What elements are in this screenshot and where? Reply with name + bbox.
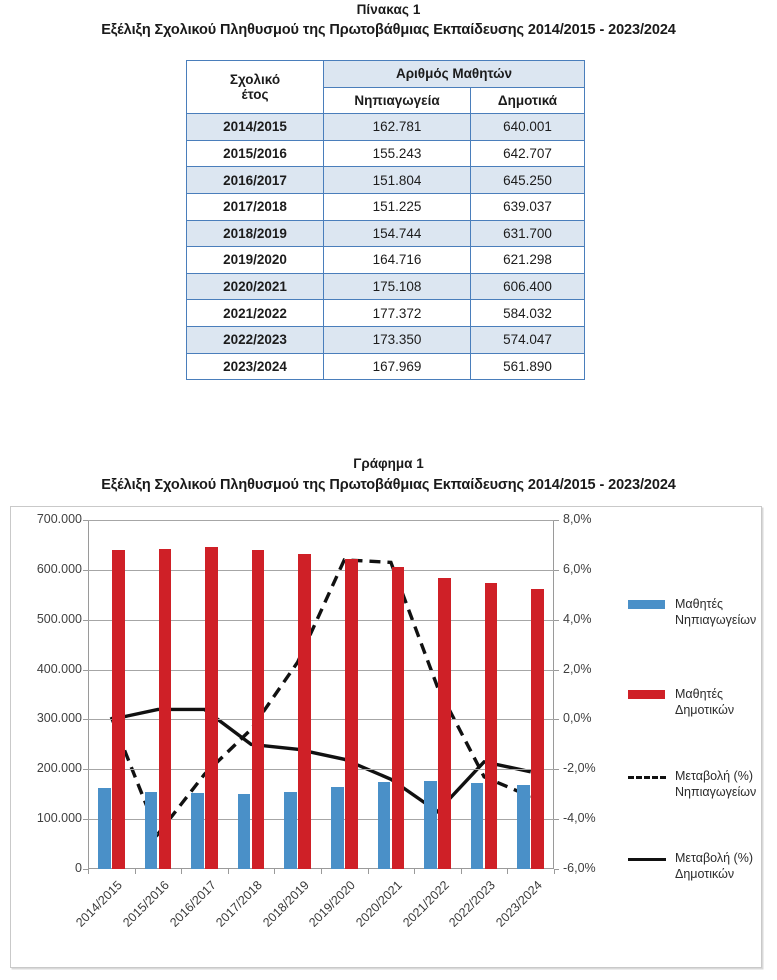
y-axis-right-tickmark xyxy=(554,670,559,671)
x-axis-tick-label: 2014/2015 xyxy=(73,878,126,930)
legend-label-line1: Μαθητές xyxy=(675,597,724,611)
cell-school-year: 2021/2022 xyxy=(187,300,324,327)
bar-primary xyxy=(112,550,125,869)
x-axis-tick-label: 2020/2021 xyxy=(353,878,405,930)
y-axis-right-tick-label: 2,0% xyxy=(563,661,592,676)
red-swatch-icon xyxy=(628,690,665,699)
bar-kindergarten xyxy=(284,792,297,869)
cell-kindergarten: 167.969 xyxy=(324,353,471,380)
cell-primary: 640.001 xyxy=(471,114,585,141)
cell-school-year: 2017/2018 xyxy=(187,193,324,220)
legend-item xyxy=(628,768,756,800)
y-axis-right-tickmark xyxy=(554,769,559,770)
line-change-kindergarten xyxy=(111,560,530,834)
cell-primary: 621.298 xyxy=(471,247,585,274)
legend-key-solid-line xyxy=(628,850,668,861)
legend-label xyxy=(675,850,753,882)
cell-primary: 631.700 xyxy=(471,220,585,247)
y-axis-right-tickmark xyxy=(554,819,559,820)
cell-kindergarten: 177.372 xyxy=(324,300,471,327)
x-axis-tickmark xyxy=(135,869,136,874)
y-axis-right-tickmark xyxy=(554,620,559,621)
y-axis-left-tick-label: 300.000 xyxy=(36,711,82,726)
table-row xyxy=(187,220,585,247)
x-axis-tick-label: 2018/2019 xyxy=(259,878,312,930)
y-axis-right-tick-label: 0,0% xyxy=(563,711,592,726)
legend-item xyxy=(628,850,753,882)
y-axis-right-tick-label: -6,0% xyxy=(563,861,596,875)
x-axis-tickmark xyxy=(274,869,275,874)
table-row xyxy=(187,273,585,300)
x-axis-tick-label: 2023/2024 xyxy=(492,878,545,930)
legend-label-line1: Μαθητές xyxy=(675,687,724,701)
x-axis-tick-label: 2017/2018 xyxy=(213,878,265,930)
y-axis-right-tickmark xyxy=(554,570,559,571)
bar-kindergarten xyxy=(378,782,391,869)
y-axis-left-tick-label: 600.000 xyxy=(36,561,82,576)
bar-kindergarten xyxy=(517,785,530,869)
cell-school-year: 2019/2020 xyxy=(187,247,324,274)
solid-line-icon xyxy=(628,858,666,861)
bar-primary xyxy=(205,547,218,869)
cell-kindergarten: 175.108 xyxy=(324,273,471,300)
cell-kindergarten: 164.716 xyxy=(324,247,471,274)
bar-primary xyxy=(252,550,265,869)
x-axis-tick-label: 2022/2023 xyxy=(446,878,498,930)
table-header-row-1 xyxy=(187,61,585,88)
x-axis-tickmark xyxy=(88,869,89,874)
legend-label xyxy=(675,686,734,718)
legend-label-line2: Νηπιαγωγείων xyxy=(675,613,757,627)
blue-swatch-icon xyxy=(628,600,665,609)
bar-kindergarten xyxy=(238,794,251,869)
x-axis-tickmark xyxy=(228,869,229,874)
school-population-table xyxy=(186,60,585,380)
bar-primary xyxy=(438,578,451,869)
x-axis-tickmark xyxy=(321,869,322,874)
table-row xyxy=(187,140,585,167)
column-header-primary: Δημοτικά xyxy=(471,87,585,114)
bar-kindergarten xyxy=(191,793,204,869)
bar-primary xyxy=(485,583,498,869)
cell-primary: 574.047 xyxy=(471,326,585,353)
x-axis-tick-label: 2021/2022 xyxy=(399,878,452,930)
legend-swatch-primary xyxy=(628,686,668,699)
table-row xyxy=(187,326,585,353)
table-row xyxy=(187,353,585,380)
y-axis-right-tick-label: 8,0% xyxy=(563,512,592,526)
cell-kindergarten: 154.744 xyxy=(324,220,471,247)
legend-label-line2: Νηπιαγωγείων xyxy=(675,785,757,799)
legend-swatch-kindergarten xyxy=(628,596,668,609)
x-axis-tick-label: 2016/2017 xyxy=(166,878,219,930)
bar-kindergarten xyxy=(145,792,158,869)
bar-kindergarten xyxy=(471,783,484,869)
cell-kindergarten: 162.781 xyxy=(324,114,471,141)
column-header-school-year xyxy=(187,61,324,114)
bar-kindergarten xyxy=(424,781,437,869)
y-axis-left-tick-label: 200.000 xyxy=(36,761,82,776)
table-body xyxy=(187,114,585,380)
cell-school-year: 2022/2023 xyxy=(187,326,324,353)
x-axis-tick-label: 2019/2020 xyxy=(306,878,359,930)
y-axis-right-tick-label: 4,0% xyxy=(563,611,592,626)
legend-item xyxy=(628,686,734,718)
y-axis-left-tick-label: 100.000 xyxy=(36,811,82,826)
legend-key-dashed-line xyxy=(628,768,668,779)
legend-label xyxy=(675,596,756,628)
table-row xyxy=(187,300,585,327)
cell-primary: 561.890 xyxy=(471,353,585,380)
bar-primary xyxy=(345,559,358,869)
table-title-text: Εξέλιξη Σχολικού Πληθυσμού της Πρωτοβάθμιας Εκπαίδευσης 2014/2015 - 2023/2024 xyxy=(101,22,676,38)
table-row xyxy=(187,114,585,141)
cell-school-year: 2018/2019 xyxy=(187,220,324,247)
legend-label-line1: Μεταβολή (%) xyxy=(675,769,753,783)
bar-primary xyxy=(531,589,544,869)
cell-kindergarten: 155.243 xyxy=(324,140,471,167)
y-axis-right-tick-label: 6,0% xyxy=(563,561,592,576)
legend-label-line1: Μεταβολή (%) xyxy=(675,851,753,865)
cell-school-year: 2015/2016 xyxy=(187,140,324,167)
cell-school-year: 2016/2017 xyxy=(187,167,324,194)
cell-kindergarten: 173.350 xyxy=(324,326,471,353)
cell-school-year: 2020/2021 xyxy=(187,273,324,300)
x-axis-tickmark xyxy=(507,869,508,874)
y-axis-right-tickmark xyxy=(554,719,559,720)
legend-label-line2: Δημοτικών xyxy=(675,703,735,717)
y-axis-right-tick-label: -4,0% xyxy=(563,811,596,826)
x-axis-tick-label: 2015/2016 xyxy=(120,878,172,930)
cell-primary: 645.250 xyxy=(471,167,585,194)
y-axis-left-tick-label: 400.000 xyxy=(36,661,82,676)
column-header-school-year-line1: Σχολικό xyxy=(229,71,281,87)
table-row xyxy=(187,193,585,220)
cell-kindergarten: 151.225 xyxy=(324,193,471,220)
x-axis-tickmark xyxy=(461,869,462,874)
bar-kindergarten xyxy=(331,787,344,869)
bar-primary xyxy=(159,549,172,869)
y-axis-left-tick-label: 700.000 xyxy=(36,512,82,526)
table-row xyxy=(187,167,585,194)
column-header-school-year-line2: έτος xyxy=(241,87,269,103)
y-axis-right-tick-label: -2,0% xyxy=(563,761,596,776)
legend-item xyxy=(628,596,756,628)
y-axis-left-tick-label: 500.000 xyxy=(36,611,82,626)
table-row xyxy=(187,247,585,274)
column-header-student-count: Αριθμός Μαθητών xyxy=(324,61,585,88)
cell-school-year: 2014/2015 xyxy=(187,114,324,141)
chart-title-number: Γράφημα 1 xyxy=(353,456,424,471)
gridline xyxy=(88,520,554,521)
table-title-number: Πίνακας 1 xyxy=(356,2,421,17)
legend-label-line2: Δημοτικών xyxy=(675,867,735,881)
x-axis-tickmark xyxy=(554,869,555,874)
cell-school-year: 2023/2024 xyxy=(187,353,324,380)
legend-label xyxy=(675,768,756,800)
cell-primary: 606.400 xyxy=(471,273,585,300)
y-axis-left-tick-label: 0 xyxy=(75,861,82,875)
cell-primary: 642.707 xyxy=(471,140,585,167)
bar-kindergarten xyxy=(98,788,111,869)
cell-primary: 584.032 xyxy=(471,300,585,327)
x-axis-tickmark xyxy=(414,869,415,874)
line-change-primary xyxy=(111,709,530,811)
dashed-line-icon xyxy=(628,776,666,779)
column-header-kindergarten: Νηπιαγωγεία xyxy=(324,87,471,114)
bar-primary xyxy=(298,554,311,869)
y-axis-right-tickmark xyxy=(554,520,559,521)
chart-title-text: Εξέλιξη Σχολικού Πληθυσμού της Πρωτοβάθμιας Εκπαίδευσης 2014/2015 - 2023/2024 xyxy=(101,477,676,493)
bar-primary xyxy=(392,567,405,869)
cell-kindergarten: 151.804 xyxy=(324,167,471,194)
cell-primary: 639.037 xyxy=(471,193,585,220)
plot-area xyxy=(88,520,554,869)
x-axis-tickmark xyxy=(368,869,369,874)
x-axis-tickmark xyxy=(181,869,182,874)
